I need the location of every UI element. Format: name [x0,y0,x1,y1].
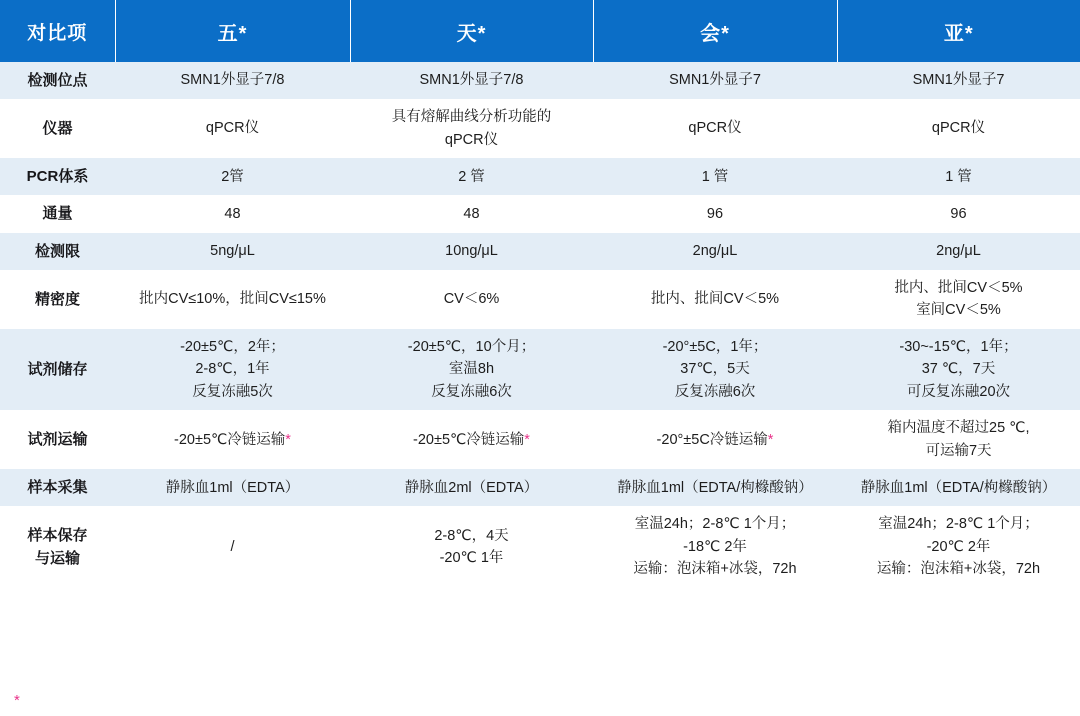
cell-line: 室温24h；2-8℃ 1个月； [634,516,796,533]
table-row [0,99,1080,158]
cell-line: 静脉血2ml（EDTA） [404,479,539,496]
cell-line: 静脉血1ml（EDTA） [165,479,300,496]
column-header-product-3: 会* [593,0,837,62]
row-header [0,158,115,195]
cell-line: 2管 [221,168,244,185]
table-cell [593,99,837,158]
table-cell [593,195,837,232]
cell-line: -20℃ 2年 [926,538,991,555]
cell-line: SMN1外显子7/8 [180,72,285,89]
row-header-line: 精密度 [34,290,80,308]
cell-line: CV＜6% [443,291,500,308]
table-row [0,329,1080,410]
table-cell [593,270,837,329]
table-cell [837,62,1080,99]
table-cell [837,469,1080,506]
cell-line: -20℃ 1年 [439,550,504,567]
cell-line: SMN1外显子7/8 [419,72,524,89]
row-header [0,469,115,506]
row-header-line: 检测位点 [27,72,88,89]
row-header [0,99,115,158]
row-header [0,195,115,232]
table-cell [115,158,350,195]
cell-line: 5ng/μL [210,243,255,260]
cell-line: 2 管 [458,168,485,185]
table-cell [837,410,1080,469]
table-cell [837,195,1080,232]
row-header [0,270,115,329]
table-row [0,62,1080,99]
table-cell [593,506,837,587]
cell-line: -20°±5C，1年； [662,338,768,355]
cell-line: 批内CV≤10%，批间CV≤15% [139,291,326,308]
row-header-line: 样本采集 [27,479,88,497]
cell-line: 10ng/μL [445,243,498,260]
cell-line: -20°±5C冷链运输* [656,431,774,448]
cell-line: 2ng/μL [936,243,981,260]
table-cell [837,506,1080,587]
table-cell [350,329,593,410]
row-header-line: 样本保存 [27,526,88,544]
cell-line: 运输：泡沫箱+冰袋，72h [876,561,1041,578]
table-cell [837,99,1080,158]
cell-line: 静脉血1ml（EDTA/枸橼酸钠） [617,479,813,496]
cell-line: -20±5℃，2年； [180,338,285,355]
cell-line: 48 [463,205,480,222]
cell-line: 室间CV＜5% [916,302,1001,319]
cell-line: -18℃ 2年 [683,538,747,555]
row-header [0,62,115,99]
table-row [0,233,1080,270]
table-cell [593,469,837,506]
cell-line: 静脉血1ml（EDTA/枸橼酸钠） [860,479,1057,496]
cell-line: 96 [950,205,967,222]
column-header-product-2: 天* [350,0,593,62]
cell-line: 96 [706,205,724,222]
cell-line: 室温8h [448,361,495,378]
table-cell [115,469,350,506]
cell-line: 37℃，5天 [680,361,750,378]
row-header-line: 试剂运输 [27,431,88,449]
column-header-product-1: 五* [115,0,350,62]
cell-line: -30~-15℃，1年； [899,338,1018,355]
cell-line: SMN1外显子7 [912,72,1005,89]
table-body [0,62,1080,588]
asterisk-marker: * [524,431,530,448]
table-cell [350,469,593,506]
table-row [0,270,1080,329]
table-cell [350,195,593,232]
table-row [0,410,1080,469]
column-header-product-4: 亚* [837,0,1080,62]
cell-line: qPCR仪 [688,120,742,137]
row-header-line: 试剂储存 [27,360,88,378]
row-header [0,233,115,270]
table-cell [837,329,1080,410]
table-cell [115,195,350,232]
table-row [0,195,1080,232]
cell-line: qPCR仪 [931,120,986,137]
row-header-line: 仪器 [42,120,73,138]
cell-line: 可运输7天 [925,442,992,459]
table-cell [350,62,593,99]
cell-line: 具有熔解曲线分析功能的 [391,109,552,126]
table-cell [593,329,837,410]
table-cell [593,233,837,270]
cell-line: 反复冻融6次 [674,383,756,400]
cell-line: 运输：泡沫箱+冰袋，72h [633,561,797,578]
table-cell [115,99,350,158]
table-cell [350,270,593,329]
asterisk-marker: * [285,431,291,448]
row-header-line: 与运输 [34,550,80,568]
row-header-line: 检测限 [34,242,80,260]
cell-line: -20±5℃冷链运输* [413,431,530,448]
cell-line: 2-8℃，1年 [195,361,270,378]
table-cell [115,506,350,587]
table-row [0,158,1080,195]
table-cell [593,410,837,469]
footnote-asterisk: * [14,692,20,709]
table-cell [350,506,593,587]
table-row [0,469,1080,506]
cell-line: SMN1外显子7 [669,72,761,89]
table-cell [350,158,593,195]
cell-line: 2-8℃，4天 [434,527,509,544]
cell-line: -20±5℃冷链运输* [174,431,291,448]
row-header-line: PCR体系 [26,168,89,186]
table-cell [350,99,593,158]
cell-line: 1 管 [945,168,972,185]
table-cell [837,158,1080,195]
cell-line: 48 [224,205,241,222]
table-cell [115,62,350,99]
cell-line: 批内、批间CV＜5% [650,291,780,308]
cell-line: qPCR仪 [205,120,260,137]
cell-line: / [230,538,235,555]
table-cell [837,233,1080,270]
cell-line: qPCR仪 [444,131,499,148]
cell-line: 室温24h；2-8℃ 1个月； [878,516,1039,533]
table-cell [593,158,837,195]
column-header-criteria: 对比项 [0,0,115,62]
cell-line: 37 ℃，7天 [921,361,996,378]
table-cell [837,270,1080,329]
cell-line: -20±5℃，10个月； [407,338,536,355]
asterisk-marker: * [767,431,774,448]
table-cell [115,329,350,410]
table-header [0,0,1080,62]
cell-line: 反复冻融5次 [192,383,273,400]
cell-line: 2ng/μL [692,243,738,260]
table-cell [115,270,350,329]
cell-line: 反复冻融6次 [431,383,512,400]
table-cell [593,62,837,99]
row-header-line: 通量 [42,205,73,223]
table-row [0,506,1080,587]
cell-line: 1 管 [701,168,729,185]
row-header [0,410,115,469]
row-header [0,329,115,410]
table-cell [115,410,350,469]
cell-line: 箱内温度不超过25 ℃, [887,420,1030,437]
table-cell [350,410,593,469]
table-header-row [0,0,1080,62]
cell-line: 可反复冻融20次 [906,383,1011,400]
table-cell [350,233,593,270]
row-header [0,506,115,587]
table-cell [115,233,350,270]
cell-line: 批内、批间CV＜5% [894,279,1023,296]
